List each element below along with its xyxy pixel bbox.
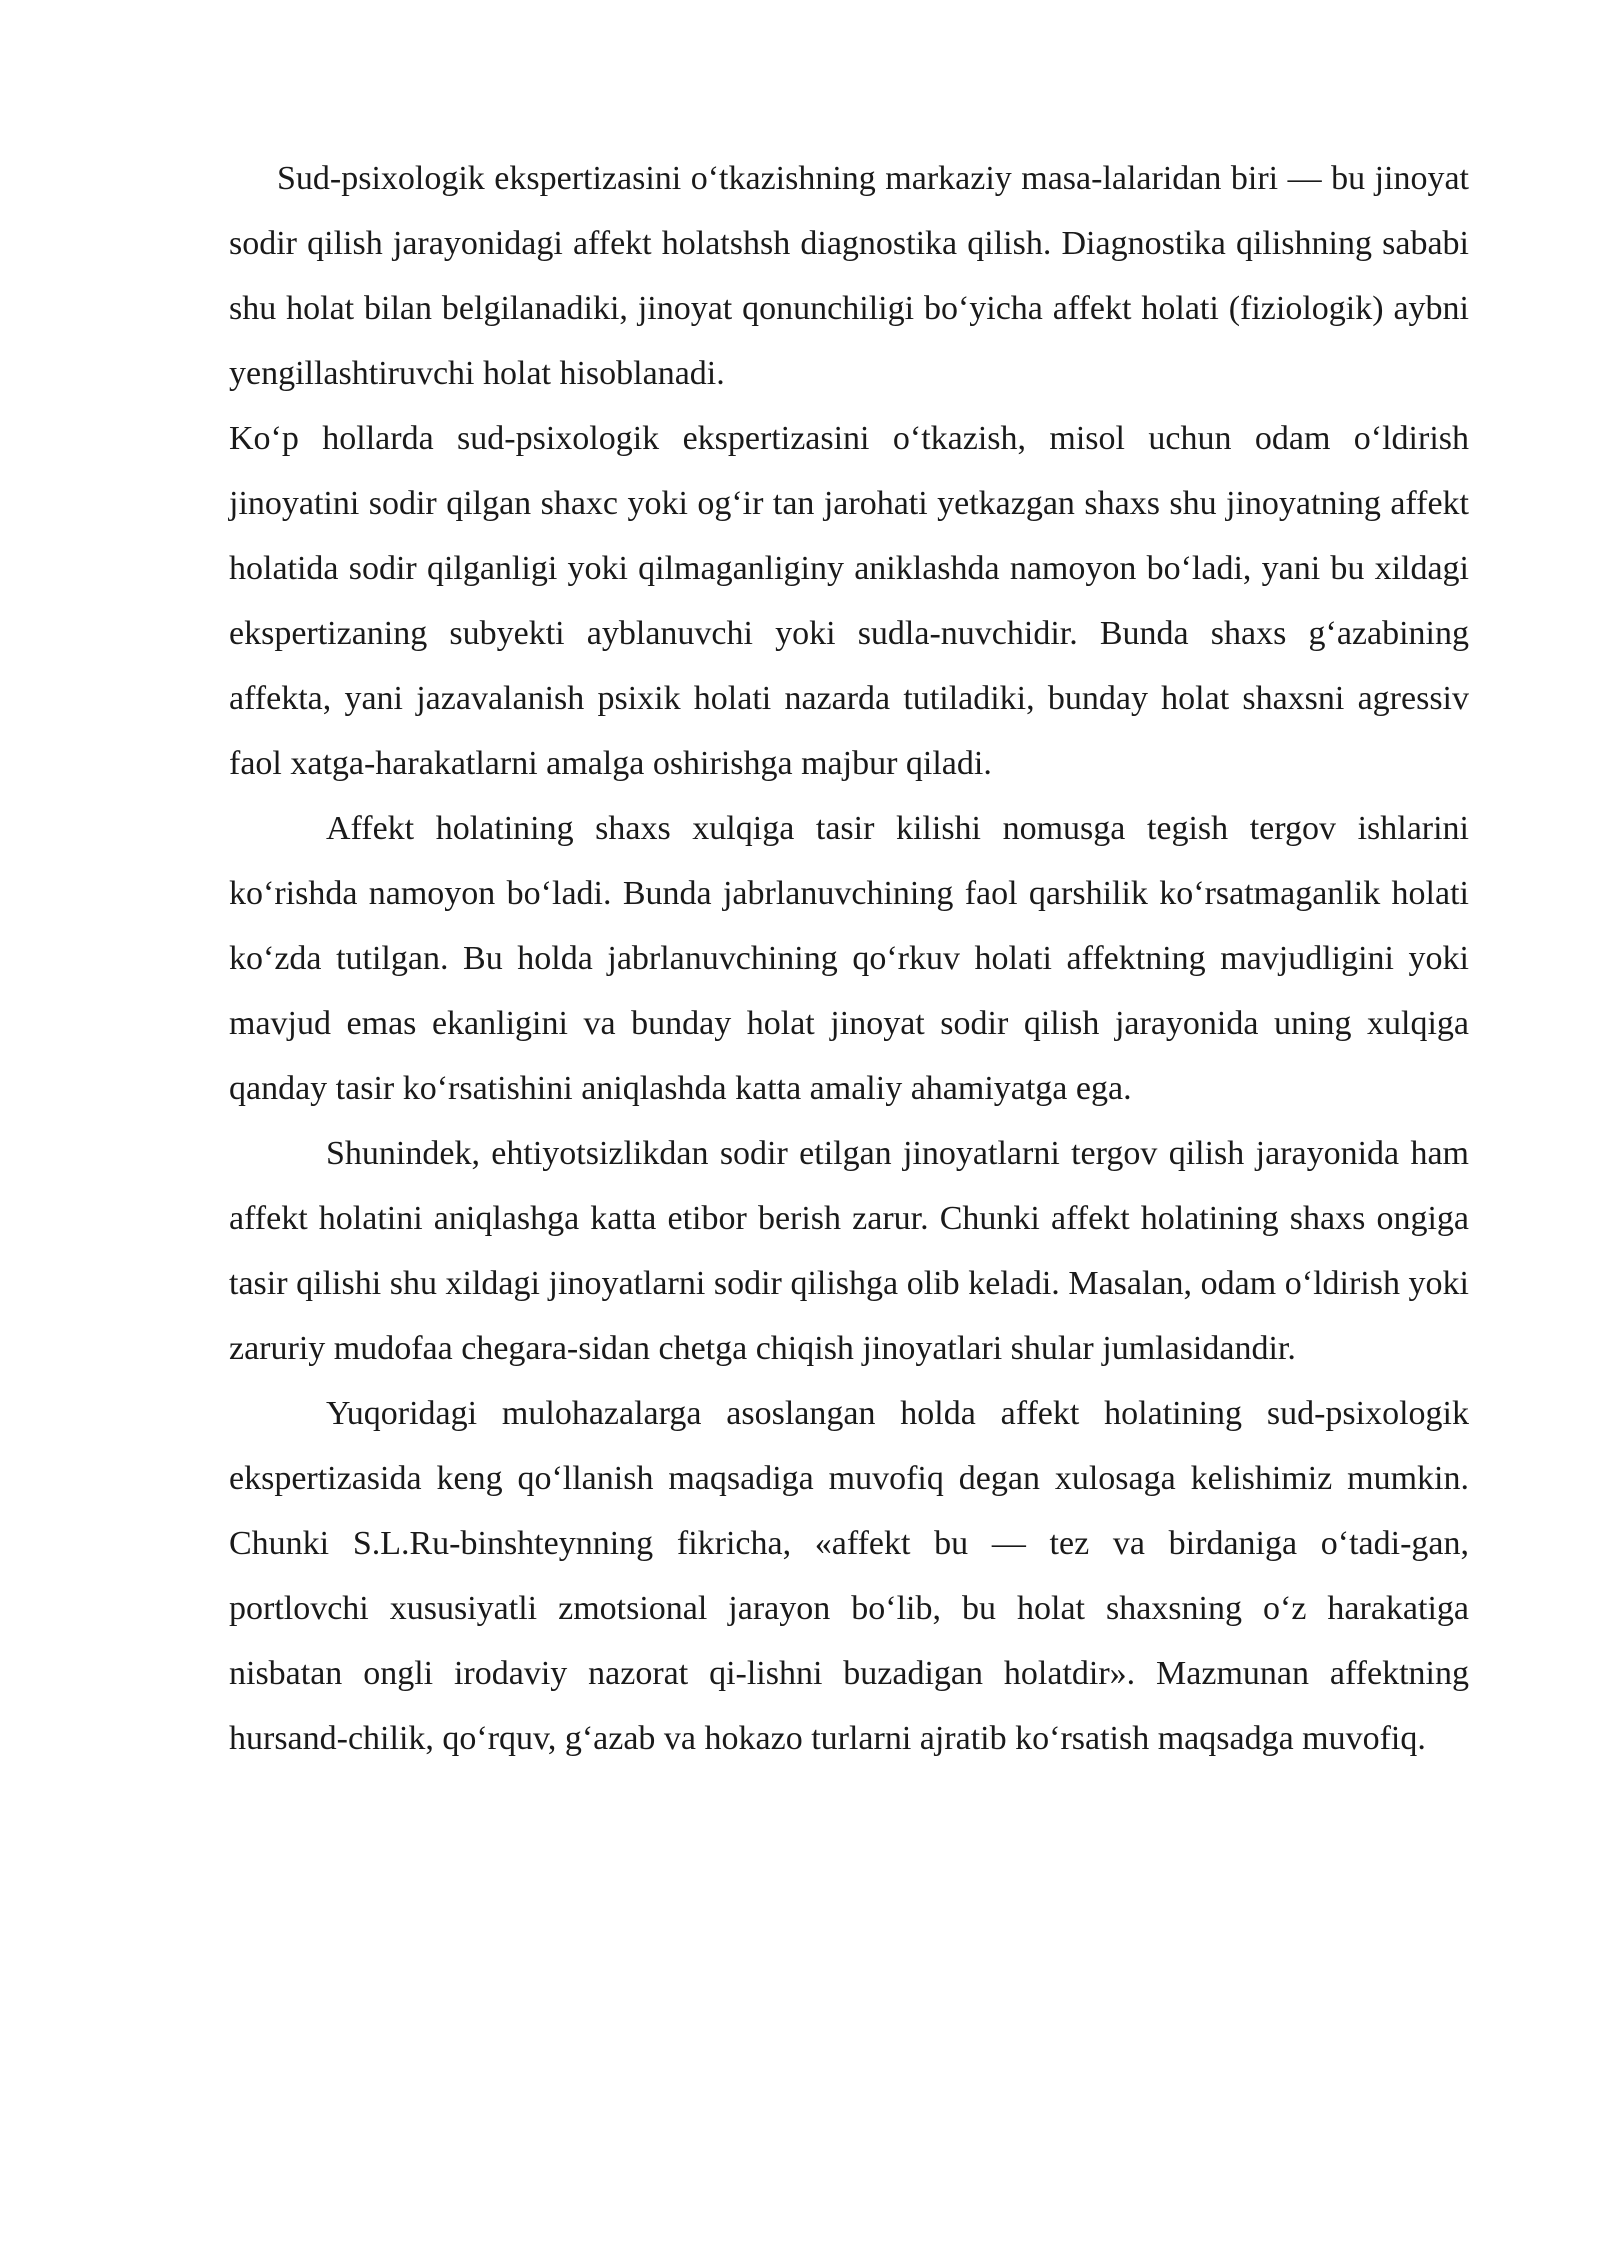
paragraph-3: Affekt holatining shaxs xulqiga tasir kilishi nomusga tegish tergov ishlarini ko‘rishda namoyon bo‘ladi. Bunda jabrlanuvchining faol qarshilik ko‘rsatmaganlik holati ko‘zda tutilgan. Bu holda jabrlanuvchining qo‘rkuv holati affektning mavjudligini yoki mavjud emas ekanligini va bunday holat jinoyat sodir qilish jarayonida uning xulqiga qanday tasir ko‘rsatishini aniqlashda katta amaliy ahamiyatga ega. xyxy=(229,810,1469,1107)
paragraph-2: Ko‘p hollarda sud-psixologik ekspertizasini o‘tkazish, misol uchun odam o‘ldirish jinoyatini sodir qilgan shaxc yoki og‘ir tan jarohati yetkazgan shaxs shu jinoyatning affekt holatida sodir qilganligi yoki qilmaganliginy aniklashda namoyon bo‘ladi, yani bu xildagi ekspertizaning subyekti ayblanuvchi yoki sudla-nuvchidir. Bunda shaxs g‘azabining affekta, yani jazavalanish psixik holati nazarda tutiladiki, bunday holat shaxsni agressiv faol xatga-harakatlarni amalga oshirishga majbur qiladi. xyxy=(229,420,1469,782)
paragraph-4: Shunindek, ehtiyotsizlikdan sodir etilgan jinoyatlarni tergov qilish jarayonida ham affekt holatini aniqlashga katta etibor berish zarur. Chunki affekt holatining shaxs ongiga tasir qilishi shu xildagi jinoyatlarni sodir qilishga olib keladi. Masalan, odam o‘ldirish yoki zaruriy mudofaa chegara-sidan chetga chiqish jinoyatlari shular jumlasidandir. xyxy=(229,1135,1469,1367)
paragraph-5: Yuqoridagi mulohazalarga asoslangan holda affekt holatining sud-psixologik ekspertizasida keng qo‘llanish maqsadiga muvofiq degan xulosaga kelishimiz mumkin. Chunki S.L.Ru-binshteynning fikricha, «affekt bu — tez va birdaniga o‘tadi-gan, portlovchi xususiyatli zmotsional jarayon bo‘lib, bu holat shaxsning o‘z harakatiga nisbatan ongli irodaviy nazorat qi-lishni buzadigan holatdir». Mazmunan affektning hursand-chilik, qo‘rquv, g‘azab va hokazo turlarni ajratib ko‘rsatish maqsadga muvofiq. xyxy=(229,1395,1469,1757)
paragraph-1: Sud-psixologik ekspertizasini o‘tkazishning markaziy masa-lalaridan biri — bu jinoyat sodir qilish jarayonidagi affekt holatshsh diagnostika qilish. Diagnostika qilishning sababi shu holat bilan belgilanadiki, jinoyat qonunchiligi bo‘yicha affekt holati (fiziologik) aybni yengillashtiruvchi holat hisoblanadi. xyxy=(229,160,1469,392)
body-text xyxy=(229,146,1469,1771)
